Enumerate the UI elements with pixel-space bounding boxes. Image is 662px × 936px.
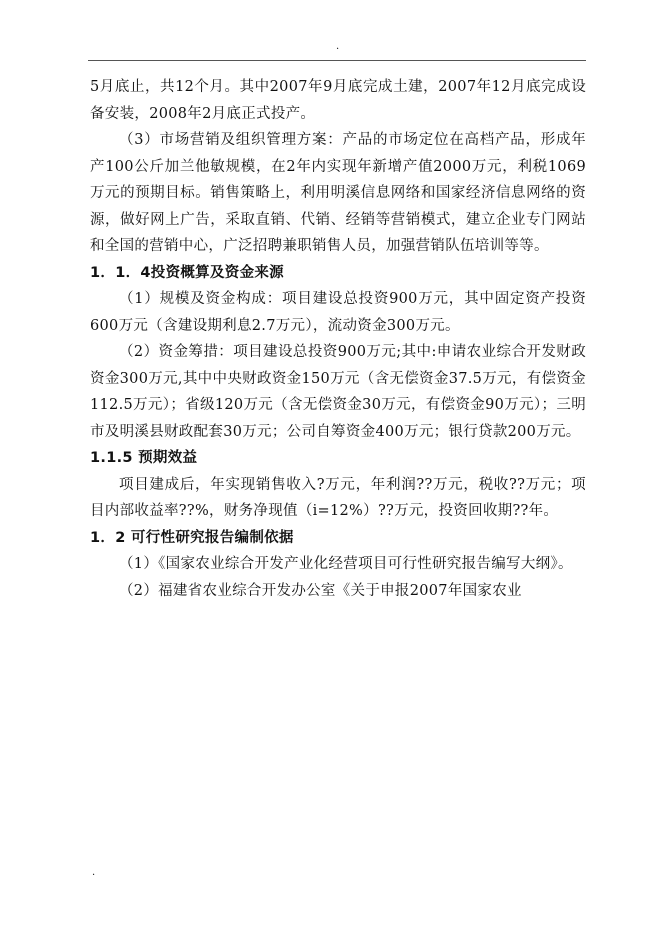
paragraph-fund-raising: （2）资金筹措：项目建设总投资900万元;其中:申请农业综合开发财政资金300万元,其中中央财政资金150万元（含无偿资金37.5万元，有偿资金112.5万元）；省级120万元（含无偿资金30万元，有偿资金90万元）；三明市及明溪县财政配套30万元；公司自筹资金400万元；银行贷款200万元。 [90, 344, 586, 440]
heading-report-basis: 1．2 可行性研究报告编制依据 [90, 529, 294, 546]
paragraph-schedule: 5月底止，共12个月。其中2007年9月底完成土建，2007年12月底完成设备安装，2008年2月底正式投产。 [90, 79, 586, 122]
footer-mark: . [92, 867, 96, 878]
heading-investment-funding: 1．1．4投资概算及资金来源 [90, 264, 284, 281]
paragraph-marketing-plan: （3）市场营销及组织管理方案：产品的市场定位在高档产品，形成年产100公斤加兰他敏规模，在2年内实现年新增产值2000万元，利税1069万元的预期目标。销售策略上，利用明溪信息网络和国家经济信息网络的资源，做好网上广告，采取直销、代销、经销等营销模式，建立企业专门网站和全国的营销中心，广泛招聘兼职销售人员，加强营销队伍培训等等。 [90, 132, 586, 254]
heading-expected-benefits: 1.1.5 预期效益 [90, 450, 198, 466]
paragraph-basis-2: （2）福建省农业综合开发办公室《关于申报2007年国家农业 [119, 582, 522, 599]
header-rule [88, 60, 586, 61]
paragraph-benefits: 项目建成后，年实现销售收入?万元，年利润??万元，税收??万元；项目内部收益率??%，财务净现值（i=12%）??万元，投资回收期??年。 [90, 476, 586, 519]
paragraph-scale-funds: （1）规模及资金构成：项目建设总投资900万元，其中固定资产投资600万元（含建设期利息2.7万元），流动资金300万元。 [90, 291, 586, 334]
paragraph-basis-1: （1）《国家农业综合开发产业化经营项目可行性研究报告编写大纲》。 [119, 556, 573, 572]
document-body [90, 74, 586, 604]
header-mark: . [336, 41, 340, 52]
